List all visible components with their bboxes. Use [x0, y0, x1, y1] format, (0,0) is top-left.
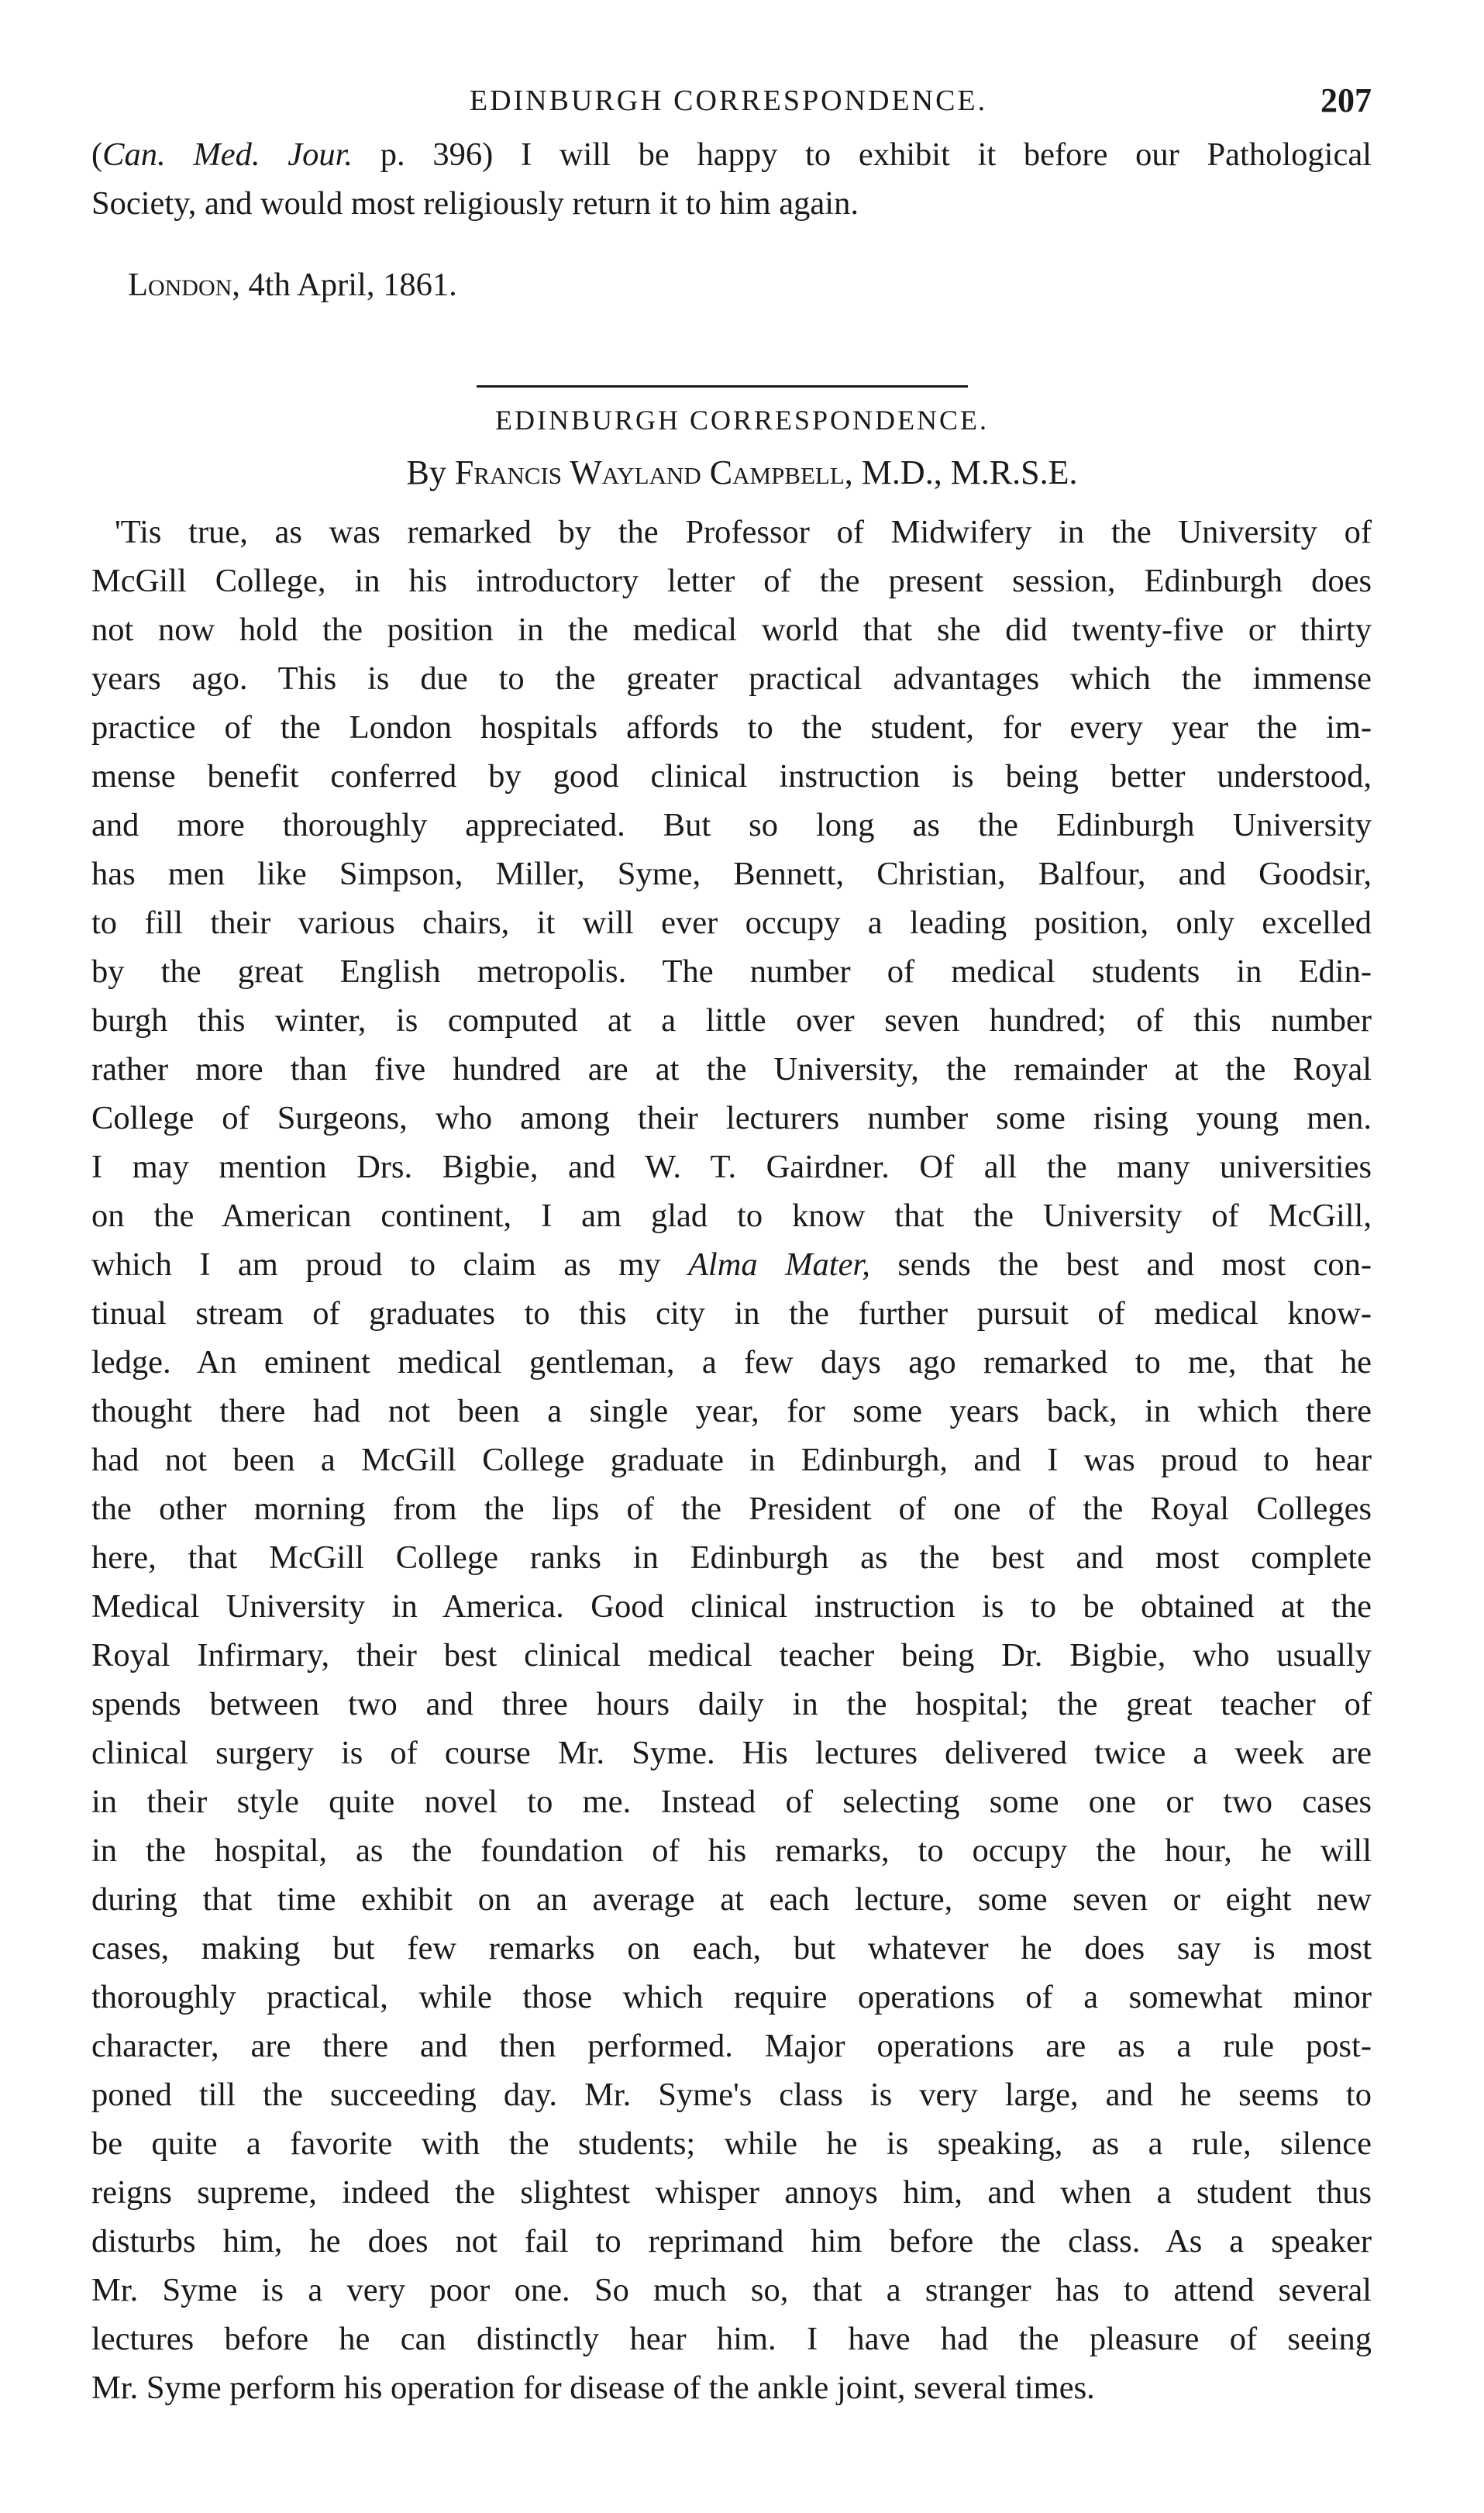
intro-line-1: (Can. Med. Jour. p. 396) I will be happy to exhibit it before our Pathological: [91, 136, 1372, 173]
body-line: lectures before he can distinctly hear him. I have had the pleasure of seeing: [91, 2321, 1372, 2357]
body-line-alma-mater: which I am proud to claim as my Alma Mater, sends the best and most con-: [91, 1246, 1372, 1283]
article-body: [91, 508, 1372, 2412]
body-line: years ago. This is due to the greater practical advantages which the immense: [91, 660, 1372, 697]
section-divider: [477, 385, 968, 388]
article-byline: By Francis Wayland Campbell, M.D., M.R.S.E.: [406, 453, 1078, 491]
body-line: Mr. Syme is a very poor one. So much so, that a stranger has to attend several: [91, 2272, 1372, 2308]
body-line: Medical University in America. Good clinical instruction is to be obtained at the: [91, 1588, 1372, 1625]
body-line: Mr. Syme perform his operation for disease of the ankle joint, several times.: [91, 2370, 1095, 2406]
body-line: College of Surgeons, who among their lecturers number some rising young men.: [91, 1100, 1372, 1136]
body-line: in their style quite novel to me. Instead of selecting some one or two cases: [91, 1784, 1372, 1820]
journal-abbrev: Can. Med. Jour.: [102, 136, 353, 173]
article-title: EDINBURGH CORRESPONDENCE.: [494, 405, 990, 436]
body-line: Royal Infirmary, their best clinical medical teacher being Dr. Bigbie, who usually: [91, 1637, 1372, 1674]
body-line: character, are there and then performed. Major operations are as a rule post-: [91, 2028, 1372, 2064]
body-line: had not been a McGill College graduate in Edinburgh, and I was proud to hear: [91, 1442, 1372, 1478]
body-line: disturbs him, he does not fail to reprimand him before the class. As a speaker: [91, 2223, 1372, 2260]
sign-off-place: London,: [128, 267, 240, 303]
body-line: poned till the succeeding day. Mr. Syme's class is very large, and he seems to: [91, 2077, 1372, 2113]
body-line: cases, making but few remarks on each, but whatever he does say is most: [91, 1930, 1372, 1967]
body-line: and more thoroughly appreciated. But so long as the Edinburgh University: [91, 807, 1372, 843]
body-line: 'Tis true, as was remarked by the Professor of Midwifery in the University of: [115, 514, 1372, 550]
body-line: be quite a favorite with the students; while he is speaking, as a rule, silence: [91, 2125, 1372, 2162]
body-line: burgh this winter, is computed at a little over seven hundred; of this number: [91, 1002, 1372, 1039]
letter-sign-off: [128, 260, 457, 309]
body-line: thoroughly practical, while those which require operations of a somewhat minor: [91, 1979, 1372, 2015]
intro-paragraph: [91, 130, 1372, 228]
page-number: 207: [1320, 81, 1372, 119]
intro-line-2: Society, and would most religiously return it to him again.: [91, 185, 859, 222]
body-line: McGill College, in his introductory letter of the present session, Edinburgh does: [91, 563, 1372, 599]
body-line: rather more than five hundred are at the University, the remainder at the Royal: [91, 1051, 1372, 1088]
body-line: here, that McGill College ranks in Edinburgh as the best and most complete: [91, 1539, 1372, 1576]
running-head: EDINBURGH CORRESPONDENCE.: [469, 84, 988, 117]
body-line: not now hold the position in the medical world that she did twenty-five or thirty: [91, 612, 1372, 648]
body-line: spends between two and three hours daily in the hospital; the great teacher of: [91, 1686, 1372, 1722]
author-name: Francis Wayland Campbell,: [454, 453, 853, 491]
page-header: [85, 78, 1372, 124]
body-line: reigns supreme, indeed the slightest whisper annoys him, and when a student thus: [91, 2174, 1372, 2211]
sign-off-date: 4th April, 1861.: [239, 267, 457, 303]
body-line: clinical surgery is of course Mr. Syme. His lectures delivered twice a week are: [91, 1735, 1372, 1771]
body-line: practice of the London hospitals affords to the student, for every year the im-: [91, 709, 1372, 746]
body-line: on the American continent, I am glad to know that the University of McGill,: [91, 1198, 1372, 1234]
body-line: ledge. An eminent medical gentleman, a few days ago remarked to me, that he: [91, 1344, 1372, 1381]
author-credentials: M.D., M.R.S.E.: [852, 453, 1078, 491]
body-line: has men like Simpson, Miller, Syme, Bennett, Christian, Balfour, and Goodsir,: [91, 856, 1372, 892]
body-line: the other morning from the lips of the President of one of the Royal Colleges: [91, 1491, 1372, 1527]
body-line: tinual stream of graduates to this city in the further pursuit of medical know-: [91, 1295, 1372, 1332]
body-line: in the hospital, as the foundation of his remarks, to occupy the hour, he will: [91, 1832, 1372, 1869]
body-line: thought there had not been a single year, for some years back, in which there: [91, 1393, 1372, 1429]
body-line: by the great English metropolis. The number of medical students in Edin-: [91, 953, 1372, 990]
alma-mater-italic: Alma Mater,: [687, 1246, 870, 1283]
body-line: mense benefit conferred by good clinical instruction is being better understood,: [91, 758, 1372, 795]
body-line: during that time exhibit on an average at each lecture, some seven or eight new: [91, 1881, 1372, 1918]
body-line: to fill their various chairs, it will ever occupy a leading position, only excelled: [91, 905, 1372, 941]
body-line: I may mention Drs. Bigbie, and W. T. Gairdner. Of all the many universities: [91, 1149, 1372, 1185]
